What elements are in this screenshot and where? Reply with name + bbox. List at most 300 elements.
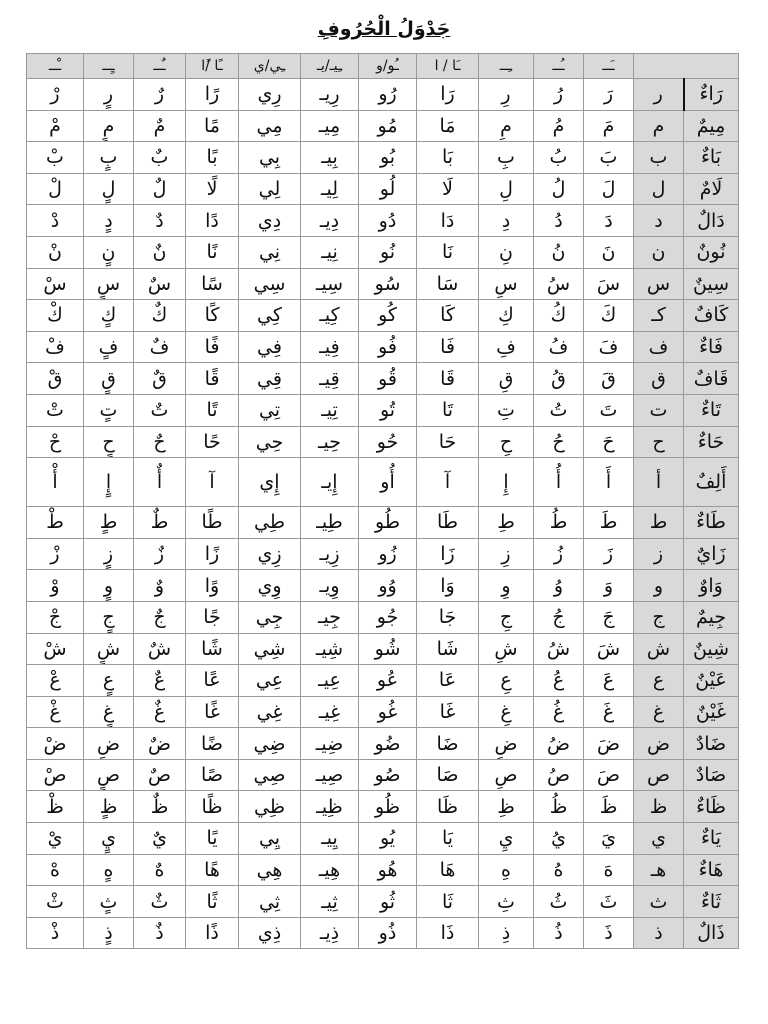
vowel-cell: ذًا — [186, 917, 239, 949]
vowel-cell: طُ — [534, 507, 584, 539]
vowel-cell: كَا — [417, 300, 479, 332]
vowel-cell: ثٍ — [84, 886, 134, 918]
vowel-cell: شٌ — [134, 633, 186, 665]
vowel-cell: مُو — [359, 110, 417, 142]
vowel-cell: رِ — [479, 79, 534, 111]
vowel-cell: شَا — [417, 633, 479, 665]
header-cell: ـِي/ي — [239, 54, 301, 79]
vowel-cell: ثِيـ — [301, 886, 359, 918]
vowel-cell: غَا — [417, 696, 479, 728]
header-cell: ـَــ — [584, 54, 634, 79]
table-row — [27, 173, 739, 205]
vowel-cell: تُو — [359, 394, 417, 426]
vowel-cell: وُو — [359, 570, 417, 602]
letter-name: زَايٌ — [684, 538, 739, 570]
vowel-cell: ظَا — [417, 791, 479, 823]
vowel-cell: زِ — [479, 538, 534, 570]
vowel-cell: رْ — [27, 79, 84, 111]
letter-name: وَاوٌ — [684, 570, 739, 602]
vowel-cell: ظْ — [27, 791, 84, 823]
vowel-cell: سَا — [417, 268, 479, 300]
vowel-cell: ذُو — [359, 917, 417, 949]
vowel-cell: زًا — [186, 538, 239, 570]
vowel-cell: حَ — [584, 426, 634, 458]
vowel-cell: زَ — [584, 538, 634, 570]
vowel-cell: غُو — [359, 696, 417, 728]
letter-glyph: ص — [634, 759, 684, 791]
vowel-cell: سَ — [584, 268, 634, 300]
vowel-cell: بِيـ — [301, 142, 359, 174]
table-row — [27, 538, 739, 570]
letter-name: طَاءٌ — [684, 507, 739, 539]
letter-glyph: غ — [634, 696, 684, 728]
vowel-cell: عِيـ — [301, 665, 359, 697]
vowel-cell: وَا — [417, 570, 479, 602]
letter-glyph: ل — [634, 173, 684, 205]
letter-name: يَاءٌ — [684, 823, 739, 855]
letter-name: ضَادٌ — [684, 728, 739, 760]
vowel-cell: غٍ — [84, 696, 134, 728]
vowel-cell: ضَا — [417, 728, 479, 760]
letter-glyph: كـ — [634, 300, 684, 332]
table-row — [27, 917, 739, 949]
vowel-cell: تِي — [239, 394, 301, 426]
letter-name: قَافٌ — [684, 363, 739, 395]
vowel-cell: عُو — [359, 665, 417, 697]
vowel-cell: ضِيـ — [301, 728, 359, 760]
vowel-cell: هِي — [239, 854, 301, 886]
vowel-cell: يَ — [584, 823, 634, 855]
vowel-cell: أٌ — [134, 458, 186, 507]
vowel-cell: نُ — [534, 236, 584, 268]
vowel-cell: وُ — [534, 570, 584, 602]
vowel-cell: قُ — [534, 363, 584, 395]
header-cell: ـِــ — [479, 54, 534, 79]
vowel-cell: وِ — [479, 570, 534, 602]
vowel-cell: نَ — [584, 236, 634, 268]
vowel-cell: قْ — [27, 363, 84, 395]
letter-glyph: ج — [634, 601, 684, 633]
vowel-cell: دُ — [534, 205, 584, 237]
header-cell: ـَا / ا — [417, 54, 479, 79]
vowel-cell: فَا — [417, 331, 479, 363]
vowel-cell: فٌ — [134, 331, 186, 363]
vowel-cell: سْ — [27, 268, 84, 300]
page-title: جَدْوَلُ الْحُرُوفِ — [317, 18, 451, 40]
header-cell: ـُو/و — [359, 54, 417, 79]
table-row — [27, 696, 739, 728]
vowel-cell: طٌ — [134, 507, 186, 539]
vowel-cell: فُ — [534, 331, 584, 363]
vowel-cell: كَ — [584, 300, 634, 332]
letter-name: رَاءٌ — [684, 79, 739, 111]
vowel-cell: زٌ — [134, 538, 186, 570]
letter-name: شِينٌ — [684, 633, 739, 665]
vowel-cell: ذٍ — [84, 917, 134, 949]
vowel-cell: لَا — [417, 173, 479, 205]
vowel-cell: فَ — [584, 331, 634, 363]
letter-name: حَاءٌ — [684, 426, 739, 458]
vowel-cell: غًا — [186, 696, 239, 728]
vowel-cell: قَا — [417, 363, 479, 395]
letter-glyph: ذ — [634, 917, 684, 949]
vowel-cell: إِ — [479, 458, 534, 507]
letter-glyph: ب — [634, 142, 684, 174]
header-cell: ـًا /ًا — [186, 54, 239, 79]
vowel-cell: نِي — [239, 236, 301, 268]
vowel-cell: جَا — [417, 601, 479, 633]
table-row — [27, 394, 739, 426]
vowel-cell: سِي — [239, 268, 301, 300]
vowel-cell: لِ — [479, 173, 534, 205]
vowel-cell: تٍ — [84, 394, 134, 426]
letter-glyph: ط — [634, 507, 684, 539]
vowel-cell: أْ — [27, 458, 84, 507]
vowel-cell: هٍ — [84, 854, 134, 886]
vowel-cell: صْ — [27, 759, 84, 791]
table-row — [27, 236, 739, 268]
table-row — [27, 570, 739, 602]
vowel-cell: لُو — [359, 173, 417, 205]
vowel-cell: ضُو — [359, 728, 417, 760]
vowel-cell: هٌ — [134, 854, 186, 886]
vowel-cell: بِ — [479, 142, 534, 174]
vowel-cell: هَ — [584, 854, 634, 886]
vowel-cell: لٌ — [134, 173, 186, 205]
vowel-cell: ظُ — [534, 791, 584, 823]
letter-name: جِيمٌ — [684, 601, 739, 633]
vowel-cell: مَ — [584, 110, 634, 142]
vowel-cell: ذَ — [584, 917, 634, 949]
vowel-cell: مًا — [186, 110, 239, 142]
vowel-cell: بُو — [359, 142, 417, 174]
vowel-cell: زُو — [359, 538, 417, 570]
vowel-cell: قِيـ — [301, 363, 359, 395]
table-row — [27, 205, 739, 237]
vowel-cell: يِيـ — [301, 823, 359, 855]
header-cell: ـُــ — [534, 54, 584, 79]
table-row — [27, 665, 739, 697]
vowel-cell: ذِيـ — [301, 917, 359, 949]
letter-name: لَامٌ — [684, 173, 739, 205]
vowel-cell: وَ — [584, 570, 634, 602]
table-row — [27, 728, 739, 760]
vowel-cell: صِي — [239, 759, 301, 791]
vowel-cell: رٍ — [84, 79, 134, 111]
vowel-cell: رًا — [186, 79, 239, 111]
vowel-cell: ذَا — [417, 917, 479, 949]
vowel-cell: تَ — [584, 394, 634, 426]
letter-glyph: ي — [634, 823, 684, 855]
vowel-cell: هَا — [417, 854, 479, 886]
vowel-cell: مَا — [417, 110, 479, 142]
vowel-cell: ثْ — [27, 886, 84, 918]
vowel-cell: هًا — [186, 854, 239, 886]
vowel-cell: مْ — [27, 110, 84, 142]
vowel-cell: غِيـ — [301, 696, 359, 728]
letter-glyph: ف — [634, 331, 684, 363]
letter-name: ظَاءٌ — [684, 791, 739, 823]
vowel-cell: ظٍ — [84, 791, 134, 823]
vowel-cell: ضٌ — [134, 728, 186, 760]
vowel-cell: ظٌ — [134, 791, 186, 823]
vowel-cell: ضْ — [27, 728, 84, 760]
vowel-cell: عٌ — [134, 665, 186, 697]
table-row — [27, 791, 739, 823]
vowel-cell: نِيـ — [301, 236, 359, 268]
vowel-cell: صٍ — [84, 759, 134, 791]
vowel-cell: ضَ — [584, 728, 634, 760]
vowel-cell: سًا — [186, 268, 239, 300]
vowel-cell: يَا — [417, 823, 479, 855]
vowel-cell: فِي — [239, 331, 301, 363]
vowel-cell: وٌ — [134, 570, 186, 602]
vowel-cell: صُو — [359, 759, 417, 791]
letter-name: نُونٌ — [684, 236, 739, 268]
vowel-cell: طًا — [186, 507, 239, 539]
vowel-cell: جِيـ — [301, 601, 359, 633]
letter-glyph: س — [634, 268, 684, 300]
vowel-cell: قَ — [584, 363, 634, 395]
vowel-cell: لْ — [27, 173, 84, 205]
vowel-cell: نْ — [27, 236, 84, 268]
vowel-cell: تْ — [27, 394, 84, 426]
vowel-cell: دٌ — [134, 205, 186, 237]
vowel-cell: عٍ — [84, 665, 134, 697]
vowel-cell: كِ — [479, 300, 534, 332]
vowel-cell: بَ — [584, 142, 634, 174]
header-corner — [634, 54, 739, 79]
vowel-cell: زْ — [27, 538, 84, 570]
vowel-cell: سِ — [479, 268, 534, 300]
vowel-cell: عِ — [479, 665, 534, 697]
table-row — [27, 601, 739, 633]
vowel-cell: ثُو — [359, 886, 417, 918]
vowel-cell: يِ — [479, 823, 534, 855]
vowel-cell: ذٌ — [134, 917, 186, 949]
header-row — [27, 54, 739, 79]
vowel-cell: نٌ — [134, 236, 186, 268]
vowel-cell: ظِي — [239, 791, 301, 823]
header-cell: ـْــ — [27, 54, 84, 79]
vowel-cell: ظَ — [584, 791, 634, 823]
vowel-cell: نَا — [417, 236, 479, 268]
vowel-cell: بٍ — [84, 142, 134, 174]
letter-glyph: م — [634, 110, 684, 142]
header-cell: ـِيـ/يـ — [301, 54, 359, 79]
vowel-cell: جُ — [534, 601, 584, 633]
vowel-cell: آ — [186, 458, 239, 507]
vowel-cell: نًا — [186, 236, 239, 268]
vowel-cell: طِيـ — [301, 507, 359, 539]
vowel-cell: طِي — [239, 507, 301, 539]
vowel-cell: طَا — [417, 507, 479, 539]
vowel-cell: دْ — [27, 205, 84, 237]
vowel-cell: غَ — [584, 696, 634, 728]
vowel-cell: عَا — [417, 665, 479, 697]
vowel-cell: لًا — [186, 173, 239, 205]
letter-name: ذَالٌ — [684, 917, 739, 949]
vowel-cell: شُ — [534, 633, 584, 665]
vowel-cell: صِيـ — [301, 759, 359, 791]
vowel-cell: شًا — [186, 633, 239, 665]
vowel-cell: فٍ — [84, 331, 134, 363]
vowel-cell: وْ — [27, 570, 84, 602]
vowel-cell: هِ — [479, 854, 534, 886]
vowel-cell: ثٌ — [134, 886, 186, 918]
table-row — [27, 458, 739, 507]
vowel-cell: تِ — [479, 394, 534, 426]
vowel-cell: ذْ — [27, 917, 84, 949]
vowel-cell: سُ — [534, 268, 584, 300]
vowel-cell: بِي — [239, 142, 301, 174]
vowel-cell: صَا — [417, 759, 479, 791]
vowel-cell: لِيـ — [301, 173, 359, 205]
vowel-cell: رُ — [534, 79, 584, 111]
vowel-cell: دَا — [417, 205, 479, 237]
vowel-cell: جُو — [359, 601, 417, 633]
vowel-cell: تَا — [417, 394, 479, 426]
letter-glyph: ض — [634, 728, 684, 760]
vowel-cell: ضًا — [186, 728, 239, 760]
vowel-cell: حْ — [27, 426, 84, 458]
vowel-cell: شٍ — [84, 633, 134, 665]
vowel-cell: لِي — [239, 173, 301, 205]
vowel-cell: زِي — [239, 538, 301, 570]
vowel-cell: زِيـ — [301, 538, 359, 570]
vowel-cell: قِ — [479, 363, 534, 395]
vowel-cell: حُ — [534, 426, 584, 458]
vowel-cell: حِ — [479, 426, 534, 458]
vowel-cell: عِي — [239, 665, 301, 697]
header-cell: ـٍــ — [84, 54, 134, 79]
vowel-cell: جًا — [186, 601, 239, 633]
table-row — [27, 363, 739, 395]
vowel-cell: فًا — [186, 331, 239, 363]
vowel-cell: نِ — [479, 236, 534, 268]
vowel-cell: جَ — [584, 601, 634, 633]
vowel-cell: هْ — [27, 854, 84, 886]
letter-glyph: ظ — [634, 791, 684, 823]
letter-glyph: ت — [634, 394, 684, 426]
vowel-cell: صُ — [534, 759, 584, 791]
vowel-cell: كِيـ — [301, 300, 359, 332]
vowel-cell: ضِ — [479, 728, 534, 760]
letter-name: هَاءٌ — [684, 854, 739, 886]
table-row — [27, 268, 739, 300]
vowel-cell: فِ — [479, 331, 534, 363]
vowel-cell: مُ — [534, 110, 584, 142]
vowel-cell: شُو — [359, 633, 417, 665]
vowel-cell: زَا — [417, 538, 479, 570]
vowel-cell: فِيـ — [301, 331, 359, 363]
table-row — [27, 633, 739, 665]
table-row — [27, 854, 739, 886]
letter-glyph: ر — [634, 79, 684, 111]
vowel-cell: بٌ — [134, 142, 186, 174]
vowel-cell: غُ — [534, 696, 584, 728]
vowel-cell: ذِي — [239, 917, 301, 949]
vowel-cell: يُو — [359, 823, 417, 855]
vowel-cell: تًا — [186, 394, 239, 426]
vowel-cell: قِي — [239, 363, 301, 395]
vowel-cell: حٍ — [84, 426, 134, 458]
vowel-cell: يْ — [27, 823, 84, 855]
vowel-cell: بْ — [27, 142, 84, 174]
letter-glyph: ش — [634, 633, 684, 665]
letter-name: عَيْنٌ — [684, 665, 739, 697]
vowel-cell: يًا — [186, 823, 239, 855]
table-row — [27, 142, 739, 174]
vowel-cell: سٍ — [84, 268, 134, 300]
letter-glyph: ح — [634, 426, 684, 458]
vowel-cell: طُو — [359, 507, 417, 539]
vowel-cell: دِي — [239, 205, 301, 237]
vowel-cell: ثَا — [417, 886, 479, 918]
vowel-cell: نُو — [359, 236, 417, 268]
vowel-cell: ذُ — [534, 917, 584, 949]
vowel-cell: رٌ — [134, 79, 186, 111]
vowel-cell: كْ — [27, 300, 84, 332]
table-row — [27, 79, 739, 111]
vowel-cell: يٌ — [134, 823, 186, 855]
vowel-cell: دُو — [359, 205, 417, 237]
vowel-cell: كُو — [359, 300, 417, 332]
letter-glyph: هـ — [634, 854, 684, 886]
letter-name: دَالٌ — [684, 205, 739, 237]
vowel-cell: بُ — [534, 142, 584, 174]
table-row — [27, 823, 739, 855]
vowel-cell: ظِ — [479, 791, 534, 823]
vowel-cell: حَا — [417, 426, 479, 458]
vowel-cell: فْ — [27, 331, 84, 363]
vowel-cell: رَا — [417, 79, 479, 111]
table-row — [27, 507, 739, 539]
vowel-cell: رَ — [584, 79, 634, 111]
letter-glyph: و — [634, 570, 684, 602]
letter-name: بَاءٌ — [684, 142, 739, 174]
vowel-cell: بًا — [186, 142, 239, 174]
vowel-cell: هُ — [534, 854, 584, 886]
vowel-cell: مِ — [479, 110, 534, 142]
vowel-cell: يِي — [239, 823, 301, 855]
vowel-cell: سٌ — [134, 268, 186, 300]
vowel-cell: ثًا — [186, 886, 239, 918]
vowel-cell: قًا — [186, 363, 239, 395]
vowel-cell: ثَ — [584, 886, 634, 918]
letter-name: مِيمٌ — [684, 110, 739, 142]
table-row — [27, 300, 739, 332]
vowel-cell: ظُو — [359, 791, 417, 823]
vowel-cell: زُ — [534, 538, 584, 570]
vowel-cell: قٍ — [84, 363, 134, 395]
letter-glyph: ق — [634, 363, 684, 395]
vowel-cell: عًا — [186, 665, 239, 697]
vowel-cell: طْ — [27, 507, 84, 539]
vowel-cell: تِيـ — [301, 394, 359, 426]
vowel-cell: لَ — [584, 173, 634, 205]
vowel-cell: شْ — [27, 633, 84, 665]
vowel-cell: رِي — [239, 79, 301, 111]
vowel-cell: جِي — [239, 601, 301, 633]
vowel-cell: لٍ — [84, 173, 134, 205]
vowel-cell: عْ — [27, 665, 84, 697]
vowel-cell: حٌ — [134, 426, 186, 458]
vowel-cell: سُو — [359, 268, 417, 300]
vowel-cell: ثِي — [239, 886, 301, 918]
vowel-cell: صَ — [584, 759, 634, 791]
vowel-cell: يُ — [534, 823, 584, 855]
